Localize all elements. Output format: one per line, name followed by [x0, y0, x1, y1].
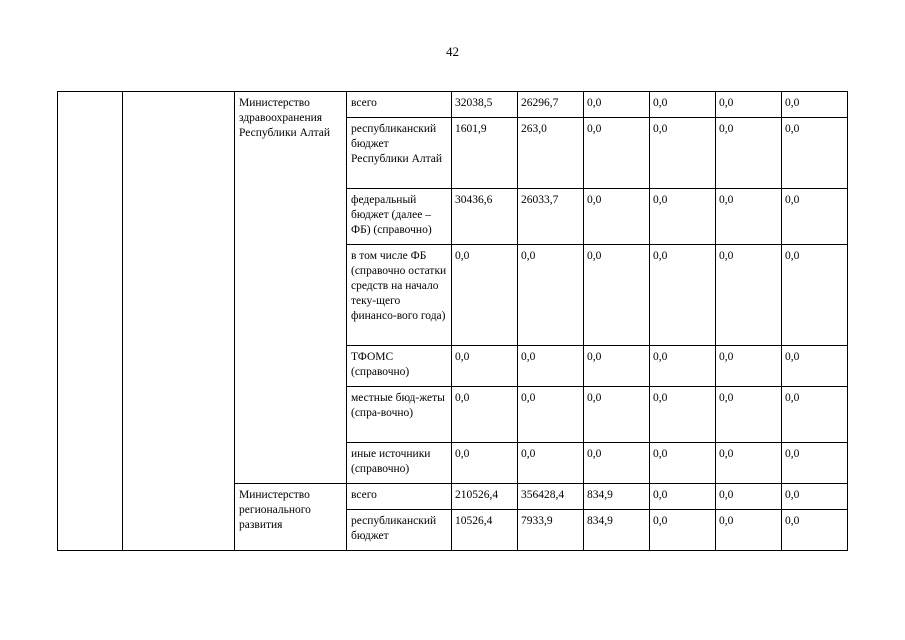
- amount-cell: 0,0: [650, 92, 716, 118]
- amount-cell: 0,0: [782, 484, 848, 510]
- amount-cell: 0,0: [782, 189, 848, 245]
- funding-source-cell: местные бюд-жеты (спра-вочно): [347, 387, 452, 443]
- amount-cell: 0,0: [716, 510, 782, 551]
- amount-cell: 10526,4: [452, 510, 518, 551]
- amount-cell: 0,0: [584, 118, 650, 189]
- amount-cell: 0,0: [782, 387, 848, 443]
- amount-cell: 0,0: [584, 346, 650, 387]
- amount-cell: 7933,9: [518, 510, 584, 551]
- amount-cell: 0,0: [782, 245, 848, 346]
- amount-cell: 0,0: [650, 189, 716, 245]
- amount-cell: 0,0: [716, 92, 782, 118]
- amount-cell: 0,0: [650, 118, 716, 189]
- amount-cell: 0,0: [518, 387, 584, 443]
- amount-cell: 0,0: [716, 346, 782, 387]
- amount-cell: 0,0: [716, 484, 782, 510]
- funding-source-cell: республиканский бюджет Республики Алтай: [347, 118, 452, 189]
- amount-cell: 0,0: [782, 346, 848, 387]
- amount-cell: 0,0: [782, 92, 848, 118]
- amount-cell: 26296,7: [518, 92, 584, 118]
- amount-cell: 0,0: [650, 346, 716, 387]
- amount-cell: 0,0: [782, 510, 848, 551]
- empty-cell-col1: [58, 92, 123, 551]
- budget-table: [57, 91, 848, 551]
- amount-cell: 0,0: [782, 443, 848, 484]
- amount-cell: 210526,4: [452, 484, 518, 510]
- amount-cell: 0,0: [452, 387, 518, 443]
- amount-cell: 0,0: [650, 245, 716, 346]
- empty-cell-col2: [123, 92, 235, 551]
- amount-cell: 0,0: [650, 387, 716, 443]
- amount-cell: 0,0: [716, 443, 782, 484]
- amount-cell: 0,0: [716, 245, 782, 346]
- amount-cell: 0,0: [584, 387, 650, 443]
- amount-cell: 0,0: [716, 189, 782, 245]
- amount-cell: 0,0: [650, 484, 716, 510]
- amount-cell: 0,0: [518, 346, 584, 387]
- amount-cell: 834,9: [584, 510, 650, 551]
- amount-cell: 356428,4: [518, 484, 584, 510]
- amount-cell: 0,0: [518, 443, 584, 484]
- funding-source-cell: федеральный бюджет (далее – ФБ) (справочно): [347, 189, 452, 245]
- funding-source-cell: иные источники (справочно): [347, 443, 452, 484]
- page-number: 42: [446, 44, 459, 59]
- organization-cell: Министерство здравоохранения Республики Алтай: [235, 92, 347, 484]
- funding-source-cell: всего: [347, 484, 452, 510]
- amount-cell: 0,0: [584, 443, 650, 484]
- amount-cell: 0,0: [452, 443, 518, 484]
- amount-cell: 1601,9: [452, 118, 518, 189]
- amount-cell: 0,0: [518, 245, 584, 346]
- amount-cell: 26033,7: [518, 189, 584, 245]
- amount-cell: 0,0: [782, 118, 848, 189]
- amount-cell: 30436,6: [452, 189, 518, 245]
- amount-cell: 32038,5: [452, 92, 518, 118]
- amount-cell: 263,0: [518, 118, 584, 189]
- funding-source-cell: в том числе ФБ (справочно остатки средств на начало теку-щего финансо-вого года): [347, 245, 452, 346]
- amount-cell: 0,0: [452, 346, 518, 387]
- funding-source-cell: всего: [347, 92, 452, 118]
- amount-cell: 834,9: [584, 484, 650, 510]
- amount-cell: 0,0: [584, 92, 650, 118]
- amount-cell: 0,0: [716, 118, 782, 189]
- organization-cell: Министерство регионального развития: [235, 484, 347, 551]
- funding-source-cell: ТФОМС (справочно): [347, 346, 452, 387]
- amount-cell: 0,0: [452, 245, 518, 346]
- amount-cell: 0,0: [584, 189, 650, 245]
- amount-cell: 0,0: [650, 443, 716, 484]
- amount-cell: 0,0: [584, 245, 650, 346]
- amount-cell: 0,0: [650, 510, 716, 551]
- table-row: [58, 92, 848, 118]
- funding-source-cell: республиканский бюджет: [347, 510, 452, 551]
- amount-cell: 0,0: [716, 387, 782, 443]
